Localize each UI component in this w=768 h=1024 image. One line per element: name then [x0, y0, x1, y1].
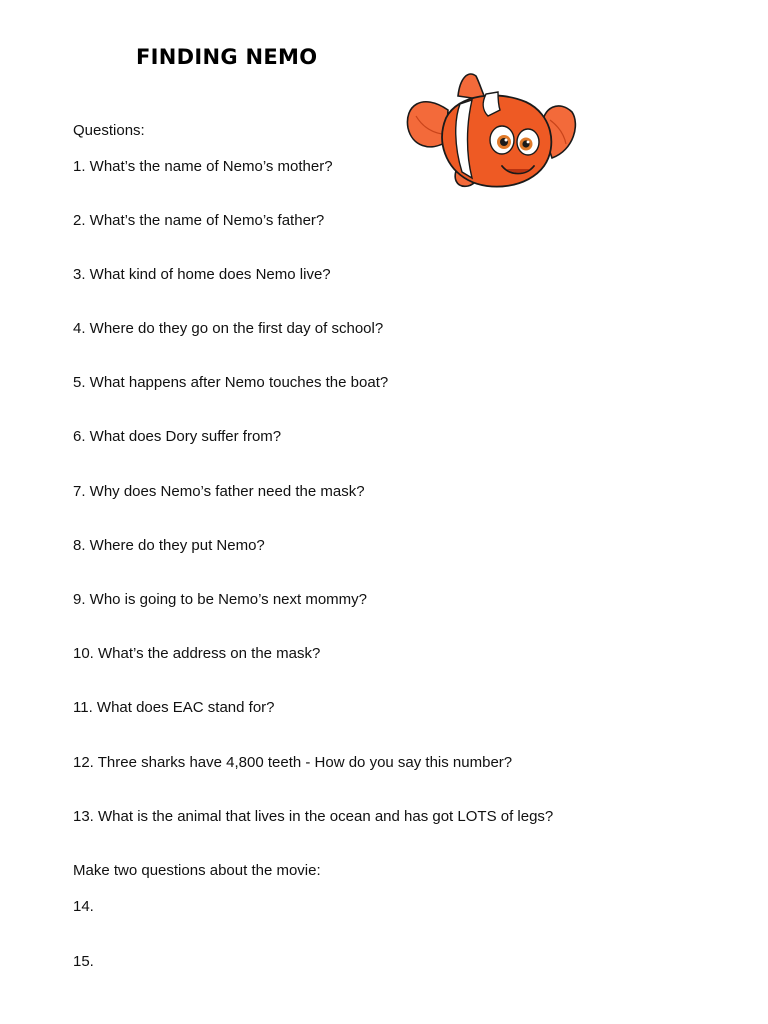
question-10: 10. What’s the address on the mask?: [73, 645, 321, 662]
question-1: 1. What’s the name of Nemo’s mother?: [73, 158, 333, 175]
page-title: FINDING NEMO: [136, 45, 318, 69]
question-3: 3. What kind of home does Nemo live?: [73, 266, 331, 283]
question-5: 5. What happens after Nemo touches the boat?: [73, 374, 389, 391]
question-6: 6. What does Dory suffer from?: [73, 428, 282, 445]
question-12: 12. Three sharks have 4,800 teeth - How do you say this number?: [73, 754, 513, 771]
question-7: 7. Why does Nemo’s father need the mask?: [73, 483, 365, 500]
questions-label: Questions:: [73, 122, 145, 139]
instruction-text: Make two questions about the movie:: [73, 862, 321, 879]
question-4: 4. Where do they go on the first day of school?: [73, 320, 384, 337]
clownfish-illustration-icon: [402, 70, 588, 204]
question-15-number: 15.: [73, 953, 94, 970]
question-14-number: 14.: [73, 898, 94, 915]
question-2: 2. What’s the name of Nemo’s father?: [73, 212, 325, 229]
question-11: 11. What does EAC stand for?: [73, 699, 275, 716]
question-9: 9. Who is going to be Nemo’s next mommy?: [73, 591, 368, 608]
question-8: 8. Where do they put Nemo?: [73, 537, 265, 554]
question-13: 13. What is the animal that lives in the ocean and has got LOTS of legs?: [73, 808, 554, 825]
